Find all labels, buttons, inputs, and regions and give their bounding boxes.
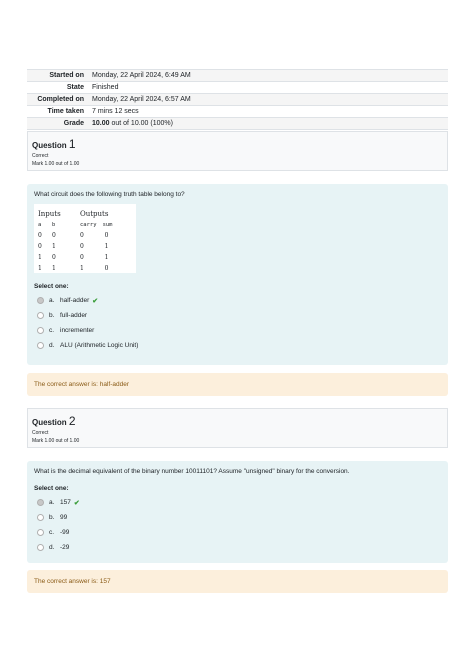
question-number: 1 bbox=[68, 137, 76, 151]
truth-table-row bbox=[38, 230, 119, 241]
summary-label: Grade bbox=[63, 120, 84, 127]
answer-option-c[interactable] bbox=[34, 525, 441, 540]
option-letter: d. bbox=[49, 342, 55, 349]
truth-table-col: b bbox=[52, 221, 56, 228]
grade-rest: out of 10.00 (100%) bbox=[109, 120, 173, 127]
radio-button[interactable] bbox=[37, 514, 44, 521]
option-letter: a. bbox=[49, 297, 55, 304]
option-text: -29 bbox=[60, 544, 70, 551]
summary-row-time bbox=[27, 106, 448, 118]
truth-cell: 1 bbox=[104, 243, 109, 250]
radio-button[interactable] bbox=[37, 499, 44, 506]
select-one-label: Select one: bbox=[34, 283, 69, 290]
answer-option-a[interactable] bbox=[34, 293, 441, 308]
truth-cell: 1 bbox=[52, 265, 56, 272]
summary-value bbox=[88, 120, 173, 127]
truth-table-col: carry bbox=[80, 221, 97, 228]
question-title: Question 1 bbox=[32, 137, 76, 151]
question-number: 2 bbox=[68, 414, 76, 428]
truth-table-col: sum bbox=[102, 221, 113, 228]
question-1-content bbox=[27, 184, 448, 365]
truth-table-row bbox=[38, 252, 119, 263]
summary-row-completed bbox=[27, 94, 448, 106]
summary-label: Started on bbox=[49, 72, 84, 79]
truth-table-inputs-header: Inputs bbox=[38, 209, 61, 218]
answer-option-b[interactable] bbox=[34, 308, 441, 323]
truth-table bbox=[38, 208, 119, 274]
question-state: Correct bbox=[32, 153, 49, 159]
summary-label: Time taken bbox=[47, 108, 84, 115]
truth-cell: 1 bbox=[38, 254, 42, 261]
truth-cell: 0 bbox=[104, 265, 109, 272]
option-letter: c. bbox=[49, 327, 55, 334]
question-state: Correct bbox=[32, 430, 49, 436]
option-text: half-adder bbox=[60, 297, 90, 304]
truth-cell: 0 bbox=[52, 232, 56, 239]
radio-button[interactable] bbox=[37, 297, 44, 304]
answer-option-d[interactable] bbox=[34, 338, 441, 353]
radio-button[interactable] bbox=[37, 312, 44, 319]
question-2-content bbox=[27, 461, 448, 563]
truth-cell: 0 bbox=[52, 254, 56, 261]
radio-button[interactable] bbox=[37, 544, 44, 551]
option-text: 157 bbox=[60, 499, 71, 506]
option-text: 99 bbox=[60, 514, 68, 521]
truth-cell: 1 bbox=[80, 265, 84, 272]
option-letter: a. bbox=[49, 499, 55, 506]
truth-cell: 0 bbox=[104, 232, 109, 239]
answer-option-c[interactable] bbox=[34, 323, 441, 338]
option-text: incrementer bbox=[60, 327, 95, 334]
answer-option-d[interactable] bbox=[34, 540, 441, 555]
truth-table-row bbox=[38, 263, 119, 274]
summary-value: Finished bbox=[92, 84, 119, 91]
question-mark: Mark 1.00 out of 1.00 bbox=[32, 438, 80, 444]
truth-cell: 0 bbox=[80, 232, 84, 239]
answer-option-a[interactable] bbox=[34, 495, 441, 510]
summary-value: Monday, 22 April 2024, 6:49 AM bbox=[92, 72, 191, 79]
option-letter: b. bbox=[49, 514, 55, 521]
truth-table-col: a bbox=[38, 221, 42, 228]
question-title: Question 2 bbox=[32, 414, 76, 428]
option-letter: c. bbox=[49, 529, 55, 536]
truth-cell: 1 bbox=[104, 254, 109, 261]
check-icon: ✔ bbox=[92, 297, 99, 305]
question-text: What circuit does the following truth table belong to? bbox=[34, 191, 185, 198]
question-text: What is the decimal equivalent of the binary number 10011101? Assume "unsigned" binary for the conversion. bbox=[34, 468, 350, 475]
summary-label: Completed on bbox=[37, 96, 84, 103]
summary-row-started bbox=[27, 70, 448, 82]
question-2-info bbox=[27, 408, 448, 448]
grade-score: 10.00 bbox=[92, 120, 110, 127]
summary-row-grade bbox=[27, 118, 448, 130]
radio-button[interactable] bbox=[37, 342, 44, 349]
option-letter: d. bbox=[49, 544, 55, 551]
summary-value: 7 mins 12 secs bbox=[92, 108, 139, 115]
truth-cell: 1 bbox=[38, 265, 42, 272]
question-2-feedback: The correct answer is: 157 bbox=[27, 570, 448, 593]
question-1-feedback: The correct answer is: half-adder bbox=[27, 373, 448, 396]
truth-table-row bbox=[38, 241, 119, 252]
answer-option-b[interactable] bbox=[34, 510, 441, 525]
summary-label: State bbox=[66, 84, 84, 91]
truth-cell: 0 bbox=[80, 254, 84, 261]
select-one-label: Select one: bbox=[34, 485, 69, 492]
radio-button[interactable] bbox=[37, 529, 44, 536]
question-mark: Mark 1.00 out of 1.00 bbox=[32, 161, 80, 167]
radio-button[interactable] bbox=[37, 327, 44, 334]
truth-cell: 1 bbox=[52, 243, 56, 250]
check-icon: ✔ bbox=[73, 499, 80, 507]
question-1-info bbox=[27, 131, 448, 171]
truth-table-image bbox=[34, 204, 136, 273]
attempt-summary-table bbox=[27, 69, 448, 130]
option-letter: b. bbox=[49, 312, 55, 319]
truth-cell: 0 bbox=[38, 243, 42, 250]
summary-row-state bbox=[27, 82, 448, 94]
summary-value: Monday, 22 April 2024, 6:57 AM bbox=[92, 96, 191, 103]
option-text: ALU (Arithmetic Logic Unit) bbox=[60, 342, 139, 349]
truth-cell: 0 bbox=[80, 243, 84, 250]
truth-cell: 0 bbox=[38, 232, 42, 239]
option-text: -99 bbox=[60, 529, 70, 536]
option-text: full-adder bbox=[60, 312, 88, 319]
truth-table-outputs-header: Outputs bbox=[80, 209, 109, 218]
